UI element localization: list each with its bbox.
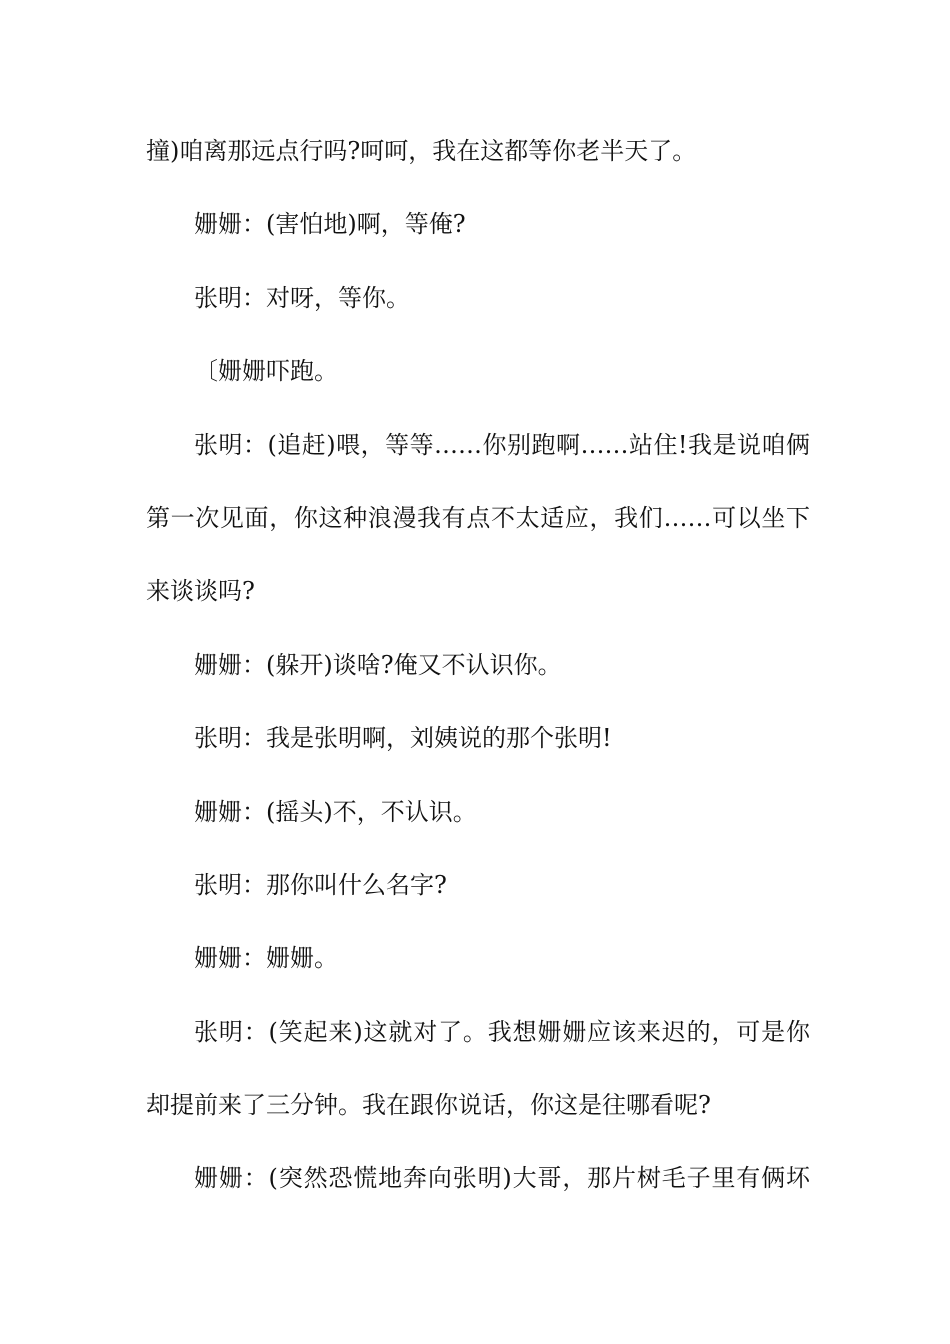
dialogue-line-shanshan: 姗姗：(突然恐慌地奔向张明)大哥，那片树毛子里有俩坏 xyxy=(194,1164,810,1193)
dialogue-line-zhangming: 张明：那你叫什么名字? xyxy=(194,870,447,899)
text-line-continuation: 却提前来了三分钟。我在跟你说话，你这是往哪看呢? xyxy=(146,1091,711,1120)
dialogue-line-zhangming: 张明：(笑起来)这就对了。我想姗姗应该来迟的，可是你 xyxy=(194,1017,810,1046)
dialogue-line-zhangming: 张明：对呀，等你。 xyxy=(194,283,410,312)
script-text xyxy=(146,124,810,1225)
text-line-continuation: 第一次见面，你这种浪漫我有点不太适应，我们……可以坐下 xyxy=(146,503,810,532)
stage-direction: 〔姗姗吓跑。 xyxy=(194,357,338,386)
text-line-continuation: 撞)咱离那远点行吗?呵呵，我在这都等你老半天了。 xyxy=(146,137,697,165)
text-line-continuation: 来谈谈吗? xyxy=(146,577,255,606)
dialogue-line-shanshan: 姗姗：(摇头)不，不认识。 xyxy=(194,797,477,826)
dialogue-line-shanshan: 姗姗：姗姗。 xyxy=(194,944,338,973)
dialogue-line-shanshan: 姗姗：(害怕地)啊，等俺? xyxy=(194,210,466,239)
dialogue-line-shanshan: 姗姗：(躲开)谈啥?俺又不认识你。 xyxy=(194,650,562,679)
dialogue-line-zhangming: 张明：(追赶)喂，等等……你别跑啊……站住!我是说咱俩 xyxy=(194,430,810,459)
dialogue-line-zhangming: 张明：我是张明啊，刘姨说的那个张明! xyxy=(194,724,612,753)
